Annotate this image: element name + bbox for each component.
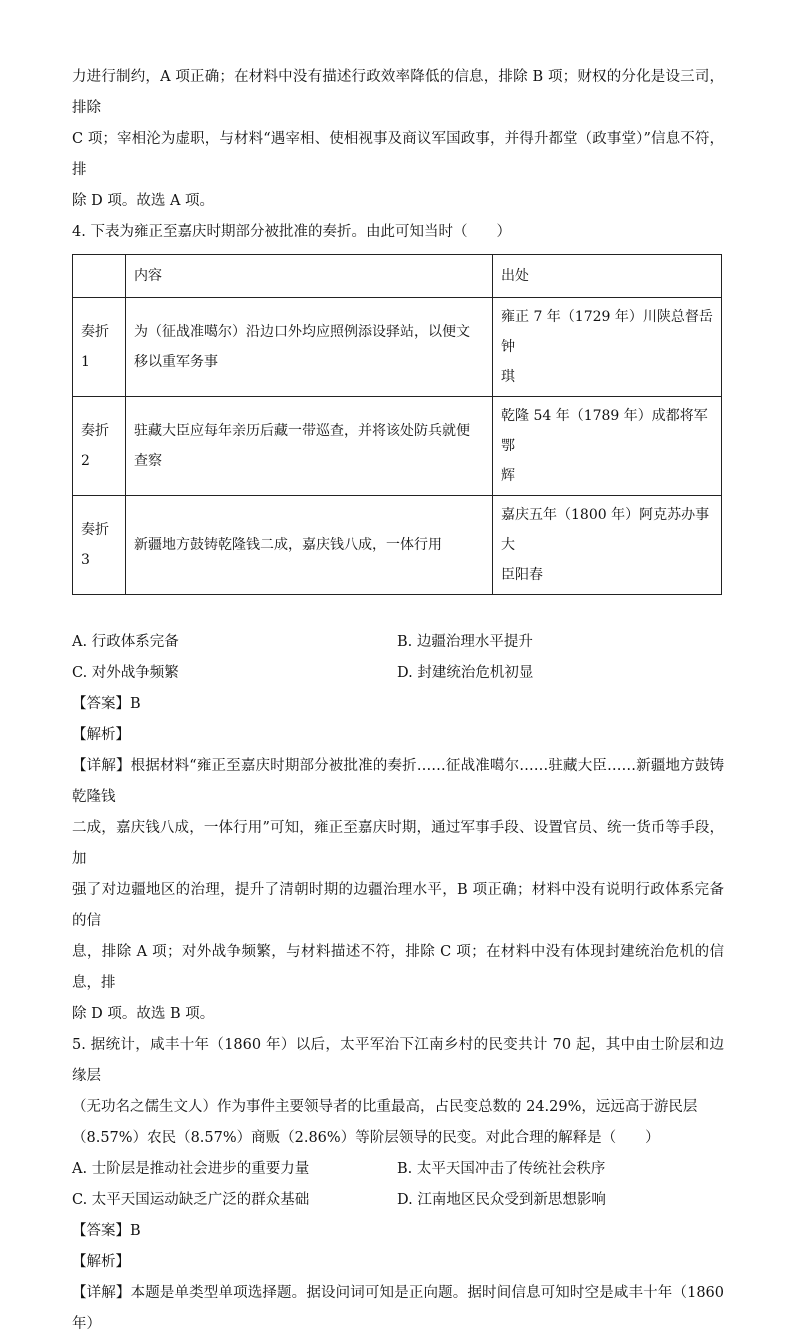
answer-line: 【答案】B bbox=[72, 696, 141, 712]
row-label-number: 3 bbox=[81, 552, 90, 568]
option-c: C. 对外战争频繁 bbox=[72, 665, 179, 681]
content-cell bbox=[126, 496, 493, 595]
content-line: 查察 bbox=[134, 453, 162, 469]
text-line: 息，排除 A 项；对外战争频繁，与材料描述不符，排除 C 项；在材料中没有体现封建统治危机的信息，排 bbox=[72, 944, 724, 991]
row-label-text: 奏折 bbox=[81, 423, 109, 439]
analysis-label: 【解析】 bbox=[72, 727, 130, 743]
text-line: 【详解】根据材料“雍正至嘉庆时期部分被批准的奏折……征战准噶尔……驻藏大臣……新疆地方鼓铸乾隆钱 bbox=[72, 758, 724, 805]
text-line: 除 D 项。故选 B 项。 bbox=[72, 1006, 215, 1022]
table-row bbox=[73, 496, 722, 595]
text-line: 除 D 项。故选 A 项。 bbox=[72, 193, 215, 209]
table-row bbox=[73, 397, 722, 496]
content-line: 驻藏大臣应每年亲历后藏一带巡查，并将该处防兵就便 bbox=[134, 423, 470, 439]
text-line: 力进行制约，A 项正确；在材料中没有描述行政效率降低的信息，排除 B 项；财权的分化是设三司，排除 bbox=[72, 69, 724, 116]
row-label-text: 奏折 bbox=[81, 522, 109, 538]
previous-answer-explanation bbox=[72, 62, 724, 217]
option-b: B. 太平天国冲击了传统社会秩序 bbox=[397, 1161, 606, 1177]
text-line: 二成，嘉庆钱八成，一体行用”可知，雍正至嘉庆时期，通过军事手段、设置官员、统一货币等手段，加 bbox=[72, 820, 724, 867]
option-d: D. 江南地区民众受到新思想影响 bbox=[397, 1192, 606, 1208]
question-5 bbox=[72, 1030, 724, 1340]
source-line: 雍正 7 年（1729 年）川陕总督岳钟 bbox=[501, 309, 713, 355]
table-header-cell: 内容 bbox=[126, 255, 493, 298]
text-line: C 项；宰相沦为虚职，与材料“遇宰相、使相视事及商议军国政事，并得升都堂（政事堂）”信息不符，排 bbox=[72, 131, 724, 178]
question-stem-line: （无功名之儒生文人）作为事件主要领导者的比重最高，占民变总数的 24.29%，远远高于游民层 bbox=[72, 1099, 698, 1115]
option-a: A. 士阶层是推动社会进步的重要力量 bbox=[72, 1161, 310, 1177]
text-line: 强了对边疆地区的治理，提升了清朝时期的边疆治理水平，B 项正确；材料中没有说明行政体系完备的信 bbox=[72, 882, 724, 929]
source-cell bbox=[493, 298, 722, 397]
answer-options bbox=[72, 1154, 724, 1216]
detail-explanation bbox=[72, 751, 724, 1030]
source-line: 嘉庆五年（1800 年）阿克苏办事大 bbox=[501, 507, 710, 553]
memorial-table bbox=[72, 254, 722, 595]
question-stem-line: 5. 据统计，咸丰十年（1860 年）以后，太平军治下江南乡村的民变共计 70 起，其中由士阶层和边缘层 bbox=[72, 1037, 724, 1084]
analysis-label: 【解析】 bbox=[72, 1254, 130, 1270]
content-cell bbox=[126, 397, 493, 496]
table-header-cell: 出处 bbox=[493, 255, 722, 298]
row-label-number: 2 bbox=[81, 453, 90, 469]
source-cell bbox=[493, 496, 722, 595]
option-c: C. 太平天国运动缺乏广泛的群众基础 bbox=[72, 1192, 310, 1208]
option-b: B. 边疆治理水平提升 bbox=[397, 634, 533, 650]
content-line: 为（征战准噶尔）沿边口外均应照例添设驿站，以便文 bbox=[134, 324, 470, 340]
question-stem: 4. 下表为雍正至嘉庆时期部分被批准的奏折。由此可知当时（ ） bbox=[72, 224, 511, 240]
option-d: D. 封建统治危机初显 bbox=[397, 665, 534, 681]
answer-line: 【答案】B bbox=[72, 1223, 141, 1239]
row-label-cell bbox=[73, 397, 126, 496]
content-line: 新疆地方鼓铸乾隆钱二成，嘉庆钱八成，一体行用 bbox=[134, 537, 442, 553]
content-cell bbox=[126, 298, 493, 397]
table-row bbox=[73, 298, 722, 397]
table-header-row bbox=[73, 255, 722, 298]
table-header-cell bbox=[73, 255, 126, 298]
row-label-cell bbox=[73, 496, 126, 595]
source-line: 乾隆 54 年（1789 年）成都将军鄂 bbox=[501, 408, 708, 454]
text-line: 【详解】本题是单类型单项选择题。据设问词可知是正向题。据时间信息可知时空是咸丰十年（1860 年） bbox=[72, 1285, 724, 1332]
content-line: 移以重军务事 bbox=[134, 354, 218, 370]
source-line: 臣阳春 bbox=[501, 567, 543, 583]
question-stem-line: （8.57%）农民（8.57%）商贩（2.86%）等阶层领导的民变。对此合理的解释是（ ） bbox=[72, 1130, 660, 1146]
row-label-number: 1 bbox=[81, 354, 90, 370]
source-line: 琪 bbox=[501, 369, 515, 385]
question-4 bbox=[72, 217, 724, 1030]
option-a: A. 行政体系完备 bbox=[72, 634, 179, 650]
row-label-text: 奏折 bbox=[81, 324, 109, 340]
source-line: 辉 bbox=[501, 468, 515, 484]
document-page bbox=[72, 62, 724, 1340]
answer-options bbox=[72, 627, 724, 689]
row-label-cell bbox=[73, 298, 126, 397]
source-cell bbox=[493, 397, 722, 496]
